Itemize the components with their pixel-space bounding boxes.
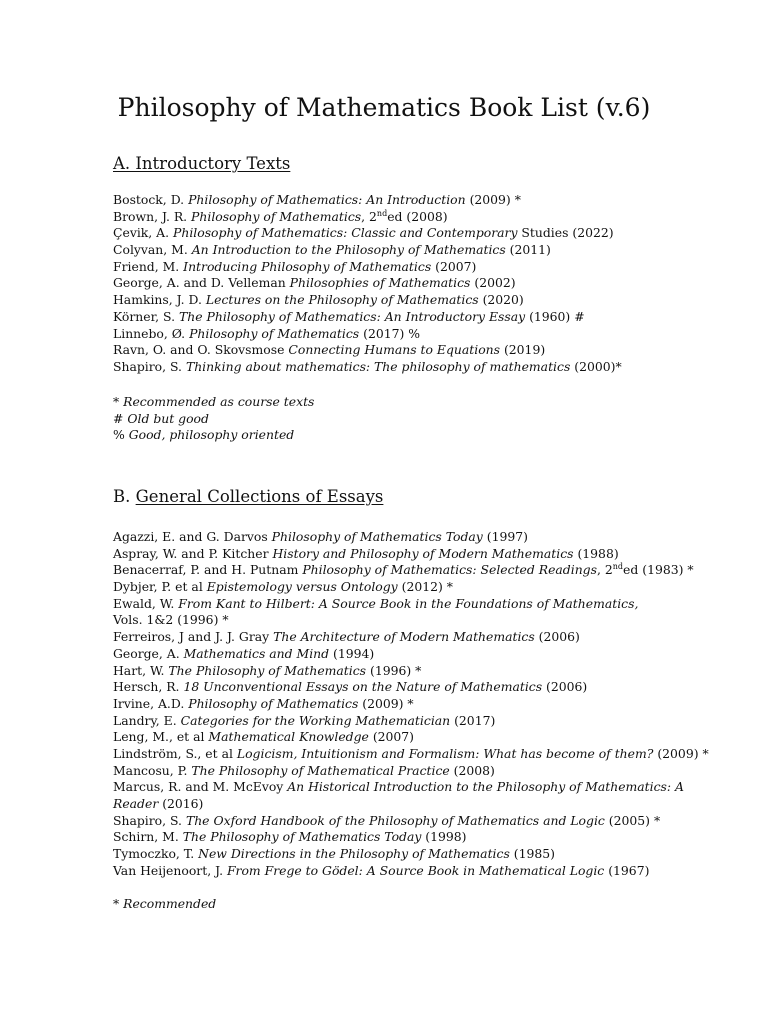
book-details: (2009) * <box>358 695 414 711</box>
book-entry <box>113 242 713 259</box>
book-entry <box>113 596 713 629</box>
book-title: Thinking about mathematics: The philosophy of mathematics <box>185 358 571 374</box>
book-entry <box>113 225 713 242</box>
book-author: Benacerraf, P. and H. Putnam <box>113 562 303 578</box>
book-title: An Introduction to the Philosophy of Mathematics <box>191 242 506 258</box>
book-author: Colyvan, M. <box>113 242 192 258</box>
footnote-text: Old but good <box>127 410 209 426</box>
book-author: Çevik, A. <box>113 225 173 241</box>
section-b-heading-text: General Collections of Essays <box>135 487 384 506</box>
book-title: The Oxford Handbook of the Philosophy of Mathematics and Logic <box>185 812 605 828</box>
book-author: Leng, M., et al <box>113 729 209 745</box>
book-details: (2008) <box>449 762 495 778</box>
footnote <box>113 896 613 913</box>
document-title: Philosophy of Mathematics Book List (v.6) <box>117 93 651 122</box>
book-details: (2017) % <box>359 325 421 341</box>
book-title: Philosophy of Mathematics Today <box>271 529 483 544</box>
footnote-symbol: # <box>113 410 128 426</box>
book-title: The Philosophy of Mathematics Today <box>182 829 422 845</box>
section-b-heading-prefix: B. <box>113 487 136 506</box>
book-entry <box>113 663 713 680</box>
book-details: (1967) <box>604 862 650 878</box>
book-title: Philosophy of Mathematics <box>191 208 362 224</box>
book-author: Hersch, R. <box>113 679 184 695</box>
book-entry <box>113 646 713 663</box>
book-author: Tymoczko, T. <box>113 846 199 862</box>
book-title: Philosophy of Mathematics <box>188 695 359 711</box>
book-entry <box>113 259 713 276</box>
book-entry <box>113 863 713 880</box>
book-details: (1998) <box>421 829 467 845</box>
book-author: Ferreiros, J and J. J. Gray <box>113 629 274 645</box>
book-details: ed (1983) * <box>623 562 694 578</box>
book-entry <box>113 713 713 730</box>
book-author: Landry, E. <box>113 712 181 728</box>
book-title: Philosophy of Mathematics <box>189 325 360 341</box>
book-author: Friend, M. <box>113 258 184 274</box>
book-entry <box>113 359 713 376</box>
book-title: New Directions in the Philosophy of Mathematics <box>198 846 510 862</box>
book-title: Mathematical Knowledge <box>208 729 369 745</box>
book-title: Categories for the Working Mathematician <box>180 712 451 728</box>
section-a-notes <box>113 394 613 444</box>
book-title-continued: Reader <box>113 796 159 812</box>
book-title: An Historical Introduction to the Philosophy of Mathematics: A <box>287 779 684 795</box>
book-entry <box>113 629 713 646</box>
book-author: Linnebo, Ø. <box>113 325 190 341</box>
book-title: The Philosophy of Mathematics <box>168 662 367 678</box>
footnote <box>113 411 613 428</box>
book-details: (1997) <box>482 529 528 544</box>
book-details: (2009) * <box>465 192 521 207</box>
book-entry <box>113 829 713 846</box>
book-details: , 2 <box>596 562 613 578</box>
book-author: Mancosu, P. <box>113 762 192 778</box>
book-entry <box>113 326 713 343</box>
book-entry <box>113 813 713 830</box>
book-entry <box>113 763 713 780</box>
book-title: Lectures on the Philosophy of Mathematics <box>205 292 479 308</box>
book-details: (1994) <box>329 645 375 661</box>
book-details: (2019) <box>500 342 546 358</box>
book-title: Philosophy of Mathematics: Selected Readings <box>302 562 597 578</box>
footnote-text: Recommended as course texts <box>123 394 315 409</box>
book-title: Philosophy of Mathematics: Classic and Contemporary <box>173 225 518 241</box>
book-author: George, A. <box>113 645 184 661</box>
book-author: Körner, S. <box>113 308 179 324</box>
book-entry <box>113 679 713 696</box>
book-details: (1996) * <box>366 662 422 678</box>
book-entry <box>113 342 713 359</box>
book-author: Van Heijenoort, J. <box>113 862 227 878</box>
footnote-symbol: * <box>113 896 124 911</box>
book-title: The Architecture of Modern Mathematics <box>273 629 535 645</box>
book-details: (2005) * <box>604 812 661 828</box>
book-author: Bostock, D. <box>113 192 189 207</box>
footnote-text: Good, philosophy oriented <box>128 427 295 443</box>
section-b-heading <box>113 486 383 508</box>
book-details: ed (2008) <box>387 208 448 224</box>
book-entry <box>113 562 713 579</box>
book-details: (2000)* <box>570 358 622 374</box>
book-author: Brown, J. R. <box>113 208 192 224</box>
book-title: From Kant to Hilbert: A Source Book in the Foundations of Mathematics, <box>178 595 639 611</box>
book-title: Epistemology versus Ontology <box>206 579 398 595</box>
book-entry <box>113 546 713 563</box>
book-title: Philosophy of Mathematics: An Introduction <box>188 192 466 207</box>
footnote <box>113 394 613 411</box>
book-author: Aspray, W. and P. Kitcher <box>113 545 273 561</box>
book-author: Marcus, R. and M. McEvoy <box>113 779 288 795</box>
book-details: (2006) <box>542 679 588 695</box>
book-entry <box>113 529 713 546</box>
book-title: Philosophies of Mathematics <box>289 275 471 291</box>
book-details: (2007) <box>431 258 477 274</box>
footnote <box>113 427 613 444</box>
book-details: (1960) # <box>525 308 585 324</box>
footnote-symbol: * <box>113 394 124 409</box>
book-entry <box>113 292 713 309</box>
section-a-heading: A. Introductory Texts <box>113 154 291 173</box>
book-title: The Philosophy of Mathematical Practice <box>191 762 450 778</box>
book-title: 18 Unconventional Essays on the Nature of Mathematics <box>183 679 543 695</box>
footnote-text: Recommended <box>123 896 217 911</box>
book-title: From Frege to Gödel: A Source Book in Mathematical Logic <box>226 862 605 878</box>
book-title: History and Philosophy of Modern Mathematics <box>272 545 574 561</box>
book-details: (2020) <box>478 292 524 308</box>
book-details: (1985) <box>509 846 555 862</box>
book-title: Introducing Philosophy of Mathematics <box>183 258 432 274</box>
edition-suffix: nd <box>376 208 388 218</box>
book-author: Shapiro, S. <box>113 812 186 828</box>
book-title: The Philosophy of Mathematics: An Introductory Essay <box>178 308 526 324</box>
footnote-symbol: % <box>113 427 129 443</box>
book-details: (1988) <box>573 545 619 561</box>
section-b-notes <box>113 896 613 913</box>
book-entry <box>113 746 713 763</box>
book-entry <box>113 579 713 596</box>
book-title: Logicism, Intuitionism and Formalism: What has become of them? <box>236 745 654 761</box>
book-author: Ravn, O. and O. Skovsmose <box>113 342 289 358</box>
book-author: Dybjer, P. et al <box>113 579 207 595</box>
book-details: (2016) <box>158 796 204 812</box>
book-details: (2012) * <box>397 579 453 595</box>
book-author: Irvine, A.D. <box>113 695 189 711</box>
book-title: Connecting Humans to Equations <box>288 342 501 358</box>
section-b-list <box>113 529 713 880</box>
book-entry <box>113 779 713 812</box>
book-entry <box>113 192 713 209</box>
book-entry <box>113 696 713 713</box>
book-details: Vols. 1&2 (1996) * <box>113 612 229 628</box>
edition-suffix: nd <box>612 562 624 572</box>
book-details: (2011) <box>505 242 551 258</box>
book-author: George, A. and D. Velleman <box>113 275 290 291</box>
book-details: (2017) <box>450 712 496 728</box>
book-author: Agazzi, E. and G. Darvos <box>113 529 272 544</box>
section-a-list <box>113 192 713 376</box>
book-author: Schirn, M. <box>113 829 183 845</box>
book-details: (2006) <box>534 629 580 645</box>
book-author: Hamkins, J. D. <box>113 292 206 308</box>
book-author: Shapiro, S. <box>113 358 186 374</box>
book-author: Ewald, W. <box>113 595 179 611</box>
book-details: (2007) <box>368 729 415 745</box>
book-title: Mathematics and Mind <box>183 645 330 661</box>
book-details: (2009) * <box>653 745 709 761</box>
book-author: Lindström, S., et al <box>113 745 237 761</box>
book-entry <box>113 729 713 746</box>
book-details: (2002) <box>470 275 516 291</box>
book-entry <box>113 846 713 863</box>
book-entry <box>113 309 713 326</box>
book-entry <box>113 275 713 292</box>
book-entry <box>113 209 713 226</box>
book-details: Studies (2022) <box>517 225 614 241</box>
book-details: , 2 <box>361 208 377 224</box>
book-author: Hart, W. <box>113 662 169 678</box>
